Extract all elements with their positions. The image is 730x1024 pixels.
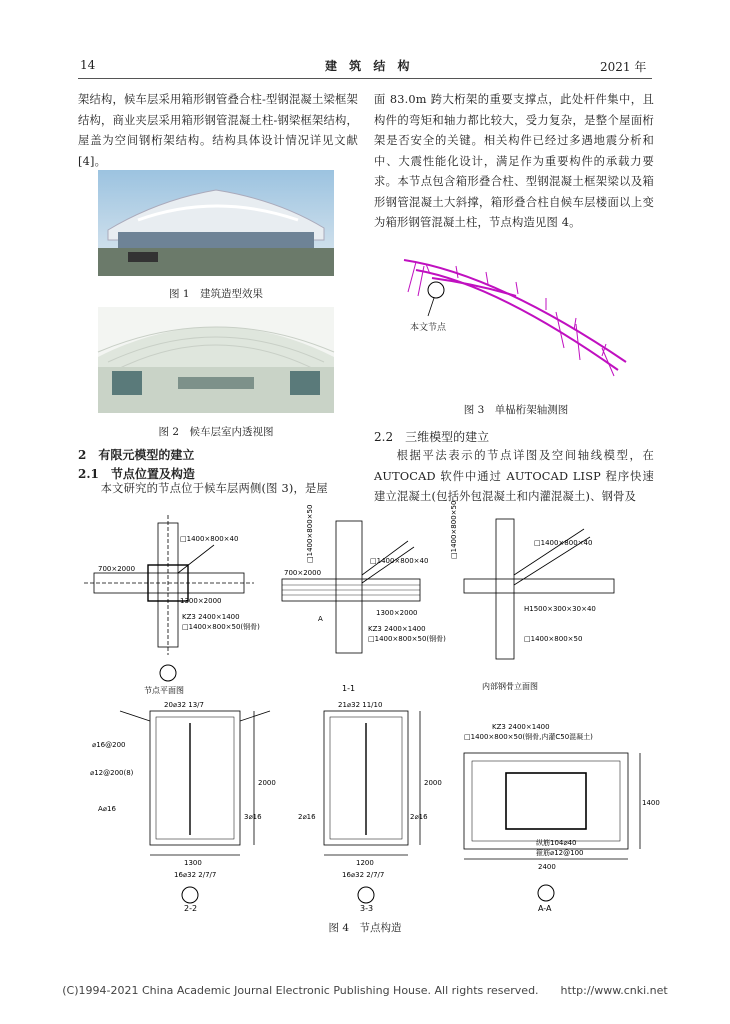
figure-2-caption: 图 2 候车层室内透视图 — [158, 426, 274, 438]
inner-a: □1400×800×50 — [450, 500, 458, 559]
journal-title: 建 筑 结 构 — [325, 59, 414, 73]
header-rule — [78, 78, 652, 79]
s11-title: 1-1 — [342, 684, 356, 693]
s11-g: A — [318, 615, 323, 623]
plan-col2: □1400×800×50(钢骨) — [182, 623, 260, 631]
plan-beam2: □1400×800×40 — [180, 535, 239, 543]
s11-c: □1400×800×40 — [370, 557, 429, 565]
saa-dim-w: 2400 — [538, 863, 556, 871]
s22-dim-w: 1300 — [184, 859, 202, 867]
left-paragraph-2: 本文研究的节点位于候车层两侧(图 3)，是屋 — [100, 482, 328, 495]
section-2-2-drawing — [120, 711, 270, 855]
s22-title: 2-2 — [184, 904, 198, 913]
saa-b1: 纵筋104⌀40 — [536, 839, 577, 847]
section-1-1-drawing — [282, 521, 420, 653]
right-paragraph-2: 根据平法表示的节点详图及空间轴线模型，在 AUTOCAD 软件中通过 AUTOCAD LISP 程序快速建立混凝土(包括外包混凝土和内灌混凝土)、钢骨及 — [374, 449, 654, 503]
s33-dim-h: 2000 — [424, 779, 442, 787]
inner-c: H1500×300×30×40 — [524, 605, 596, 613]
left-paragraph-1: 架结构，候车层采用箱形钢管叠合柱-型钢混凝土梁框架结构，商业夹层采用箱形钢管混凝土柱-钢梁框架结构，屋盖为空间钢桁架结构。结构具体设计情况详见文献[4]。 — [78, 93, 358, 168]
copyright-footer: (C)1994-2021 China Academic Journal Electronic Publishing House. All rights reserved. http://www.cnki.net — [62, 984, 668, 997]
section-2-2-heading: 2.2 三维模型的建立 — [374, 430, 490, 444]
s22-l3: A⌀16 — [98, 805, 116, 813]
s22-l1: ⌀16@200 — [92, 741, 126, 749]
s22-l2: ⌀12@200(8) — [90, 769, 134, 777]
inner-d: □1400×800×50 — [524, 635, 583, 643]
inner-title: 内部钢骨立面图 — [482, 682, 538, 691]
saa-t2: □1400×800×50(钢骨,内灌C50混凝土) — [464, 733, 593, 741]
s22-bot: 16⌀32 2/7/7 — [174, 871, 217, 879]
s11-d: 1300×2000 — [376, 609, 418, 617]
saa-dim-h: 1400 — [642, 799, 660, 807]
plan-beam3: 1300×2000 — [180, 597, 222, 605]
s11-f: □1400×800×50(钢骨) — [368, 635, 446, 643]
figure-1-building-rendering — [98, 170, 334, 276]
s33-top: 21⌀32 11/10 — [338, 701, 383, 709]
s33-bot: 16⌀32 2/7/7 — [342, 871, 385, 879]
plan-beam1: 700×2000 — [98, 565, 136, 573]
figure-4-caption: 图 4 节点构造 — [328, 922, 402, 934]
figure-3-caption: 图 3 单榀桁架轴测图 — [463, 404, 569, 416]
s33-r1: 2⌀16 — [410, 813, 428, 821]
s33-title: 3-3 — [360, 904, 374, 913]
figure-2-interior-rendering — [98, 307, 334, 413]
section-3-3-drawing — [324, 711, 420, 855]
s11-b: □1400×800×50 — [306, 504, 314, 563]
s22-top: 20⌀32 13/7 — [164, 701, 204, 709]
right-paragraph-1: 面 83.0m 跨大桁架的重要支撑点，此处杆件集中，且构件的弯矩和轴力都比较大，受力复杂，是整个屋面桁架是否安全的关键。相关构件已经过多遇地震分析和中、大震性能化设计，满足作为重要构件的承载力要求。本节点包含箱形叠合柱、型钢混凝土框架梁以及箱形钢管混凝土大斜撑，箱形叠合柱自候车层楼面以上变为箱形钢管混凝土柱，节点构造见图 4。 — [374, 93, 654, 229]
s11-e: KZ3 2400×1400 — [368, 625, 426, 633]
s22-dim-h: 2000 — [258, 779, 276, 787]
s33-dim-w: 1200 — [356, 859, 374, 867]
figure-3-node-label: 本文节点 — [410, 323, 447, 333]
s33-l1: 2⌀16 — [298, 813, 316, 821]
figure-1-caption: 图 1 建筑造型效果 — [168, 288, 264, 300]
page-number: 14 — [80, 58, 96, 72]
s11-a: 700×2000 — [284, 569, 322, 577]
saa-b2: 箍筋⌀12@100 — [536, 849, 584, 857]
section-2-1-heading: 2.1 节点位置及构造 — [78, 467, 195, 481]
saa-title: A-A — [538, 904, 552, 913]
figure-4-node-details — [84, 500, 660, 915]
year: 2021 年 — [600, 60, 647, 74]
saa-t1: KZ3 2400×1400 — [492, 723, 550, 731]
s22-r1: 3⌀16 — [244, 813, 262, 821]
plan-col: KZ3 2400×1400 — [182, 613, 240, 621]
inner-b: □1400×800×40 — [534, 539, 593, 547]
section-2-heading: 2 有限元模型的建立 — [78, 448, 195, 462]
plan-title: 节点平面图 — [144, 686, 184, 695]
